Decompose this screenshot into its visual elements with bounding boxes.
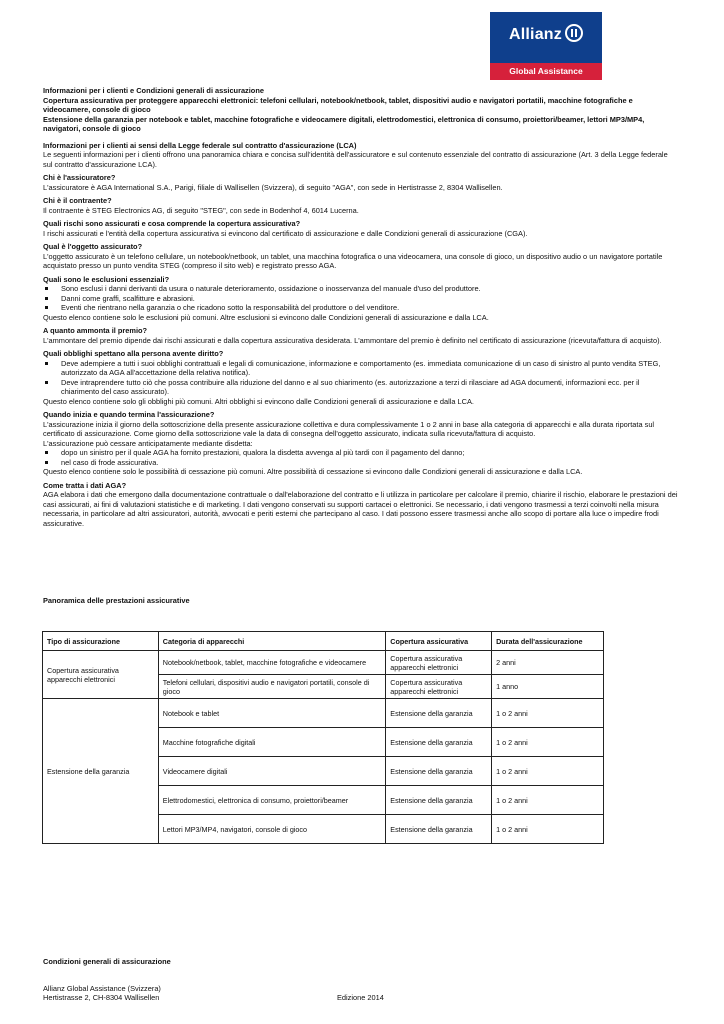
answer-duration: L'assicurazione inizia il giorno della sottoscrizione della presente assicurazione collettiva e dura complessivamente 1 o 2 anni in base alla categoria di apparecchi e alla durata riportata sul certificato di assicurazione. Come giorno della sottoscrizione vale la data di consegna dell'oggetto assicurato, indicata sulla ricevuta/fattura di acquisto. (43, 419, 655, 438)
answer-premium: L'ammontare del premio dipende dai rischi assicurati e dalla copertura assicurativa desiderata. L'ammontare del premio è definito nel certificato di assicurazione (ricevuta/fattura di acquisto). (43, 335, 662, 345)
allianz-eagle-icon (565, 24, 583, 42)
column-header: Tipo di assicurazione (43, 632, 159, 651)
column-header: Durata dell'assicurazione (492, 632, 604, 651)
duration-cell: 1 o 2 anni (492, 728, 604, 757)
doc-subtitle-extension: Estensione della garanzia per notebook e tablet, macchine fotografiche e videocamere digitali, elettrodomestici, elettronica di consumo, proiettori/beamer, lettori MP3/MP4, navigatori, console di gioco (43, 114, 645, 133)
answer-insured-object: L'oggetto assicurato è un telefono cellulare, un notebook/netbook, un tablet, una macchina fotografica o una videocamera, una console di gioco, un dispositivo audio o un navigatore portatile acquistato presso un punto vendita STEG (compreso il sito web) e registrato presso AGA. (43, 251, 663, 270)
list-item: Danni come graffi, scalfitture e abrasioni. (43, 294, 679, 304)
coverage-cell: Estensione della garanzia (386, 815, 492, 844)
footer-edition: Edizione 2014 (337, 993, 384, 1002)
category-cell: Lettori MP3/MP4, navigatori, console di gioco (158, 815, 385, 844)
obligations-note: Questo elenco contiene solo gli obblighi più comuni. Altri obblighi si evincono dalle Condizioni generali di assicurazione e dalla LCA. (43, 396, 474, 406)
exclusions-note: Questo elenco contiene solo le esclusioni più comuni. Altre esclusioni si evincono dalle Condizioni generali di assicurazione e dalla LCA. (43, 312, 489, 322)
question-insured-object: Qual è l'oggetto assicurato? (43, 242, 143, 251)
list-item: nel caso di frode assicurativa. (43, 458, 679, 468)
question-risks: Quali rischi sono assicurati e cosa comprende la copertura assicurativa? (43, 219, 301, 228)
category-cell: Macchine fotografiche digitali (158, 728, 385, 757)
column-header: Copertura assicurativa (386, 632, 492, 651)
question-insurer: Chi è l'assicuratore? (43, 173, 116, 182)
duration-cell: 1 o 2 anni (492, 757, 604, 786)
category-cell: Notebook/netbook, tablet, macchine fotografiche e videocamere (158, 651, 385, 675)
list-item: Sono esclusi i danni derivanti da usura o naturale deterioramento, ossidazione o inosservanza del manuale d'uso del produttore. (43, 284, 679, 294)
category-cell: Notebook e tablet (158, 699, 385, 728)
question-policyholder: Chi è il contraente? (43, 196, 112, 205)
answer-policyholder: Il contraente è STEG Electronics AG, di seguito "STEG", con sede in Bodenhof 4, 6014 Lucerna. (43, 205, 359, 215)
obligations-list (43, 359, 679, 397)
lca-heading: Informazioni per i clienti ai sensi della Legge federale sul contratto d'assicurazione (LCA) (43, 140, 357, 150)
coverage-cell: Estensione della garanzia (386, 699, 492, 728)
logo-brand: Allianz (509, 26, 562, 43)
category-cell: Videocamere digitali (158, 757, 385, 786)
allianz-logo (490, 12, 602, 80)
question-premium: A quanto ammonta il premio? (43, 326, 148, 335)
duration-cell: 2 anni (492, 651, 604, 675)
question-duration: Quando inizia e quando termina l'assicurazione? (43, 410, 215, 419)
answer-insurer: L'assicuratore è AGA International S.A., Parigi, filiale di Wallisellen (Svizzera), di seguito "AGA", con sede in Hertistrasse 2, 8304 Wallisellen. (43, 182, 503, 192)
duration-cell: 1 o 2 anni (492, 699, 604, 728)
list-item: dopo un sinistro per il quale AGA ha fornito prestazioni, qualora la disdetta avvenga al più tardi con il pagamento del danno; (43, 448, 679, 458)
document-body (43, 86, 679, 528)
lca-intro: Le seguenti informazioni per i clienti offrono una panoramica chiara e concisa sull'identità dell'assicuratore e sul contenuto essenziale del contratto di assicurazione (Art. 3 della Legge federale sul contratto d'assicurazione LCA). (43, 150, 668, 169)
coverage-cell: Copertura assicurativa apparecchi elettronici (386, 651, 492, 675)
overview-title: Panoramica delle prestazioni assicurative (43, 596, 190, 605)
list-item: Deve adempiere a tutti i suoi obblighi contrattuali e legali di comunicazione, informazione e comportamento (es. immediata comunicazione di un caso di sinistro al punto vendita STEG, autorizzato da AGA all'accettazione della relativa notifica). (43, 359, 679, 378)
footer-address (43, 984, 161, 1002)
category-cell: Elettrodomestici, elettronica di consumo, proiettori/beamer (158, 786, 385, 815)
category-cell: Telefoni cellulari, dispositivi audio e navigatori portatili, console di gioco (158, 675, 385, 699)
doc-subtitle-coverage: Copertura assicurativa per proteggere apparecchi elettronici: telefoni cellulari, notebook/netbook, tablet, dispositivi audio e navigatori portatili, macchine fotografiche e videocamere, console di gioco (43, 95, 633, 114)
column-header: Categoria di apparecchi (158, 632, 385, 651)
coverage-cell: Estensione della garanzia (386, 757, 492, 786)
answer-risks: I rischi assicurati e l'entità della copertura assicurativa si evincono dal certificato di assicurazione e dalle Condizioni generali di assicurazione (CGA). (43, 228, 528, 238)
insurance-type-cell: Copertura assicurativa apparecchi elettronici (43, 651, 159, 699)
insurance-type-cell: Estensione della garanzia (43, 699, 159, 844)
table-row (43, 699, 604, 728)
answer-data: AGA elabora i dati che emergono dalla documentazione contrattuale o dall'elaborazione del contratto e li utilizza in particolare per calcolare il premio, chiarire il rischio, elaborare le prestazioni dei casi assicurati, ai fini di valutazioni statistiche e di marketing. I dati vengono conservati su supporti cartacei o elettronici. Se necessario, i dati vengono trasmessi a terzi coinvolti nella misura necessaria, in particolare ad altri assicuratori, autorità, avvocati e periti esterni che partecipano al caso. I dati possono essere trasmessi anche allo scopo di portare alla luce o impedire frodi assicurative. (43, 490, 678, 528)
termination-note: Questo elenco contiene solo le possibilità di cessazione più comuni. Altre possibilità di cessazione si evincono dalle Condizioni generali di assicurazione e dalla LCA. (43, 467, 583, 476)
conditions-section-title: Condizioni generali di assicurazione (43, 957, 171, 966)
list-item: Eventi che rientrano nella garanzia o che ricadono sotto la responsabilità del produttore o del venditore. (43, 303, 679, 313)
duration-cell: 1 anno (492, 675, 604, 699)
list-item: Deve intraprendere tutto ciò che possa contribuire alla riduzione del danno e al suo chiarimento (es. autorizzazione a terzi di rilasciare ad AGA documenti, informazioni ecc. per il chiarimento del caso assicurato). (43, 378, 679, 397)
footer-company: Allianz Global Assistance (Svizzera) (43, 984, 161, 993)
exclusions-list (43, 284, 679, 313)
termination-list (43, 448, 679, 467)
logo-band: Global Assistance (490, 63, 602, 80)
question-obligations: Quali obblighi spettano alla persona avente diritto? (43, 349, 224, 358)
duration-cell: 1 o 2 anni (492, 786, 604, 815)
answer-termination: L'assicurazione può cessare anticipatamente mediante disdetta: (43, 438, 253, 448)
question-data: Come tratta i dati AGA? (43, 480, 127, 490)
coverage-cell: Estensione della garanzia (386, 728, 492, 757)
overview-table (42, 631, 604, 844)
question-exclusions: Quali sono le esclusioni essenziali? (43, 274, 170, 284)
table-header-row (43, 632, 604, 651)
duration-cell: 1 o 2 anni (492, 815, 604, 844)
table-row (43, 651, 604, 675)
coverage-cell: Estensione della garanzia (386, 786, 492, 815)
doc-title: Informazioni per i clienti e Condizioni generali di assicurazione (43, 86, 264, 95)
coverage-cell: Copertura assicurativa apparecchi elettronici (386, 675, 492, 699)
footer-street: Hertistrasse 2, CH-8304 Wallisellen (43, 993, 160, 1002)
